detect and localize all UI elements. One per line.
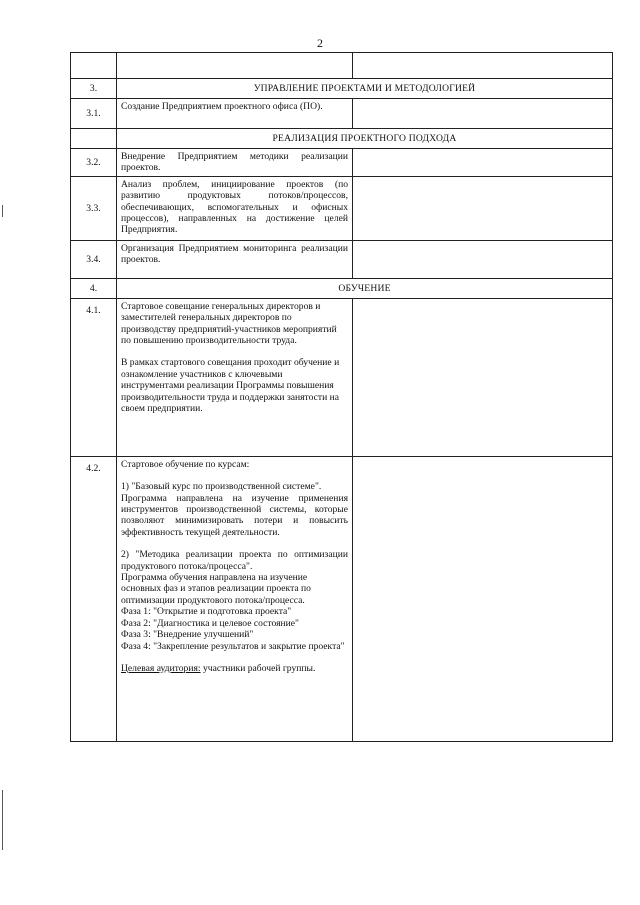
row-text: [117, 456, 353, 741]
empty-row: [71, 53, 613, 79]
table-row: [71, 456, 613, 741]
audience-text: участники рабочей группы.: [200, 662, 316, 674]
table-row: [71, 298, 613, 456]
row-text: Создание Предприятием проектного офиса (ПО).: [117, 99, 353, 129]
margin-mark: [2, 205, 3, 217]
section-row-4: [71, 278, 613, 298]
subsection-row: [71, 129, 613, 149]
subsection-title: РЕАЛИЗАЦИЯ ПРОЕКТНОГО ПОДХОДА: [117, 129, 613, 149]
table-row: [71, 240, 613, 278]
table-row: [71, 176, 613, 240]
course-description: Программа обучения направлена на изучение основных фаз и этапов реализации проекта по оптимизации продуктового потока/процесса.: [121, 572, 311, 606]
audience-label: Целевая аудитория:: [121, 662, 201, 674]
row-number: 3.4.: [71, 240, 117, 278]
table-row: [71, 99, 613, 129]
course-description: Программа направлена на изучение применения инструментов производственной системы, которые позволяют минимизировать потери и повысить эффективность текущей деятельности.: [121, 492, 348, 538]
paragraph: Стартовое совещание генеральных директоров и заместителей генеральных директоров по производству предприятий-участников мероприятий по повышению производительности труда.: [121, 300, 337, 347]
row-number: 4.1.: [71, 298, 117, 456]
phase-item: Фаза 1: "Открытие и подготовка проекта": [121, 606, 292, 618]
audience-line: [121, 663, 348, 674]
row-text: [117, 298, 353, 456]
phase-item: Фаза 2: "Диагностика и целевое состояние": [121, 617, 299, 629]
course-title: 1) "Базовый курс по производственной системе".: [121, 481, 322, 493]
paragraph: В рамках стартового совещания проходит обучение и ознакомление участников с ключевыми инструментами реализации Программы повышения производительности труда и поддержки занятости на своем предприятии.: [121, 357, 340, 415]
section-title: УПРАВЛЕНИЕ ПРОЕКТАМИ И МЕТОДОЛОГИЕЙ: [117, 79, 613, 99]
margin-mark: [2, 790, 3, 850]
row-number: 4.2.: [71, 456, 117, 741]
row-empty-cell: [353, 99, 613, 129]
program-table: [70, 52, 613, 742]
paragraph: Стартовое обучение по курсам:: [121, 458, 250, 470]
section-row-3: [71, 79, 613, 99]
page-number: 2: [317, 36, 323, 50]
row-empty-cell: [353, 176, 613, 240]
row-text: Внедрение Предприятием методики реализации проектов.: [117, 149, 353, 177]
phase-item: Фаза 4: "Закрепление результатов и закрытие проекта": [121, 640, 345, 652]
course-title: 2) "Методика реализации проекта по оптимизации продуктового потока/процесса".: [121, 549, 348, 572]
row-empty-cell: [353, 456, 613, 741]
row-text: Анализ проблем, инициирование проектов (по развитию продуктовых потоков/процессов, обеспечивающих, вспомогательных и офисных процессов), направленных на достижение целей Предприятия.: [117, 176, 353, 240]
section-title: ОБУЧЕНИЕ: [117, 278, 613, 298]
row-empty-cell: [353, 149, 613, 177]
row-empty-cell: [353, 298, 613, 456]
phase-item: Фаза 3: "Внедрение улучшений": [121, 629, 254, 641]
row-number: 3.1.: [71, 99, 117, 129]
table-row: [71, 149, 613, 177]
row-number: 3.3.: [71, 176, 117, 240]
section-number: 4.: [71, 278, 117, 298]
section-number: 3.: [71, 79, 117, 99]
row-empty-cell: [353, 240, 613, 278]
row-number: 3.2.: [71, 149, 117, 177]
row-text: Организация Предприятием мониторинга реализации проектов.: [117, 240, 353, 278]
